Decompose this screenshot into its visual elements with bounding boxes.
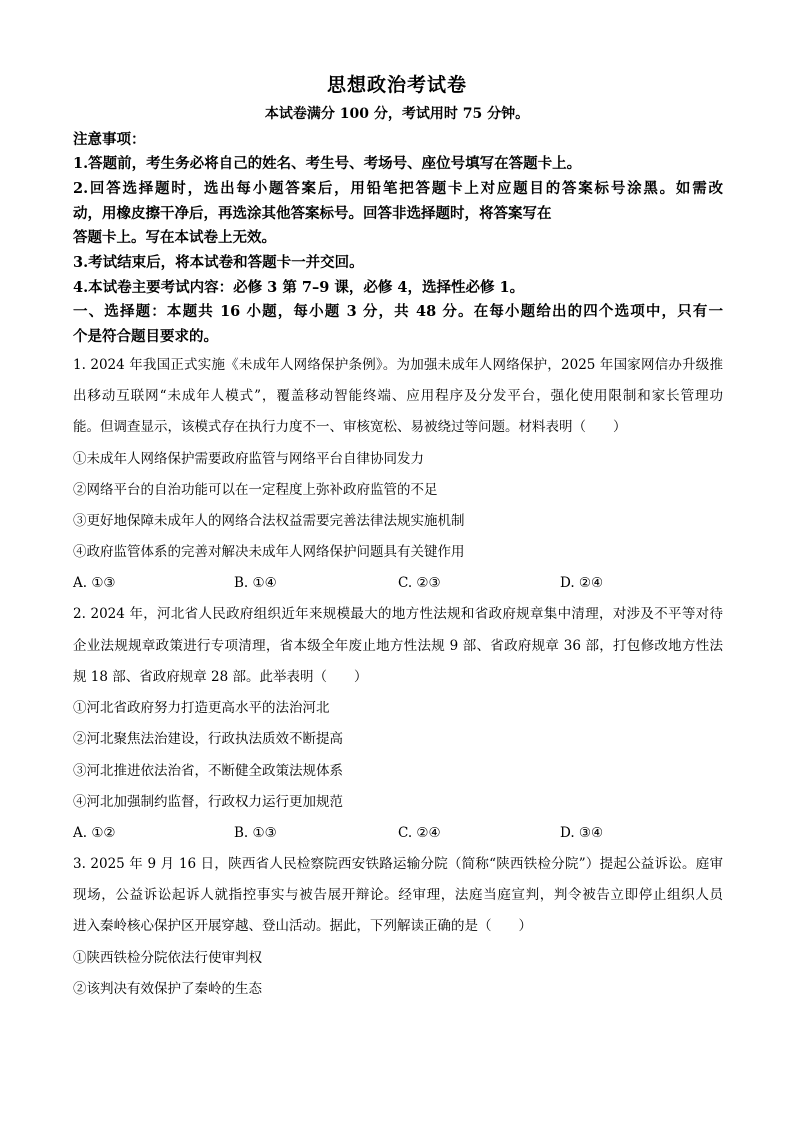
q1-stem-line-2: 出移动互联网“未成年人模式”，覆盖移动智能终端、应用程序及分发平台，强化使用限制和家长管理功 [73, 388, 723, 404]
q2-stem-line-3: 规 18 部、省政府规章 28 部。此举表明（ ） [73, 669, 368, 685]
q2-statement-4: ④河北加强制约监督，行政权力运行更加规范 [73, 794, 343, 810]
q2-option-c: C. ②④ [398, 825, 441, 841]
section-1-heading-line-2: 个是符合题目要求的。 [73, 328, 218, 345]
q2-option-b: B. ①③ [234, 825, 277, 841]
q2-option-d: D. ③④ [560, 825, 604, 841]
q3-stem-line-2: 现场，公益诉讼起诉人就指控事实与被告展开辩论。经审理，法庭当庭宣判，判令被告立即停止组织人员 [73, 887, 723, 903]
notice-item-2-line-1: 2.回答选择题时，选出每小题答案后，用铅笔把答题卡上对应题目的答案标号涂黑。如需改 [73, 180, 723, 197]
q1-stem-line-1: 1. 2024 年我国正式实施《未成年人网络保护条例》。为加强未成年人网络保护，2025 年国家网信办升级推 [73, 357, 723, 373]
q1-statement-2: ②网络平台的自治功能可以在一定程度上弥补政府监管的不足 [73, 482, 438, 498]
q1-option-b: B. ①④ [234, 575, 277, 591]
q2-statement-3: ③河北推进依法治省，不断健全政策法规体系 [73, 763, 343, 779]
notice-heading: 注意事项： [73, 131, 146, 148]
exam-title: 思想政治考试卷 [326, 74, 467, 96]
notice-item-4: 4.本试卷主要考试内容：必修 3 第 7–9 课，必修 4，选择性必修 1。 [73, 279, 525, 296]
q2-statement-1: ①河北省政府努力打造更高水平的法治河北 [73, 700, 330, 716]
q3-stem-line-1: 3. 2025 年 9 月 16 日，陕西省人民检察院西安铁路运输分院（简称“陕西铁检分院”）提起公益诉讼。庭审 [73, 856, 723, 872]
notice-item-2-line-2: 动，用橡皮擦干净后，再选涂其他答案标号。回答非选择题时，将答案写在 [73, 205, 552, 222]
q3-statement-1: ①陕西铁检分院依法行使审判权 [73, 950, 262, 966]
q2-option-a: A. ①② [73, 825, 116, 841]
q1-option-c: C. ②③ [398, 575, 441, 591]
q3-stem-line-3: 进入秦岭核心保护区开展穿越、登山活动。据此，下列解读正确的是（ ） [73, 918, 532, 934]
notice-item-1: 1.答题前，考生务必将自己的姓名、考生号、考场号、座位号填写在答题卡上。 [73, 155, 582, 172]
q1-statement-3: ③更好地保障未成年人的网络合法权益需要完善法律法规实施机制 [73, 513, 465, 529]
notice-item-2-line-3: 答题卡上。写在本试卷上无效。 [73, 229, 276, 246]
q1-statement-1: ①未成年人网络保护需要政府监管与网络平台自律协同发力 [73, 451, 424, 467]
q2-stem-line-1: 2. 2024 年，河北省人民政府组织近年来规模最大的地方性法规和省政府规章集中清理，对涉及不平等对待 [73, 606, 723, 622]
q1-stem-line-3: 能。但调查显示，该模式存在执行力度不一、审核宽松、易被绕过等问题。材料表明（ ） [73, 419, 627, 435]
q1-option-d: D. ②④ [560, 575, 604, 591]
q2-stem-line-2: 企业法规规章政策进行专项清理，省本级全年废止地方性法规 9 部、省政府规章 36 部，打包修改地方性法 [73, 638, 723, 654]
q2-statement-2: ②河北聚焦法治建设，行政执法质效不断提高 [73, 731, 343, 747]
q3-statement-2: ②该判决有效保护了秦岭的生态 [73, 981, 262, 997]
q1-option-a: A. ①③ [73, 575, 116, 591]
section-1-heading-line-1: 一、选择题：本题共 16 小题，每小题 3 分，共 48 分。在每小题给出的四个选项中，只有一 [73, 303, 723, 320]
notice-item-3: 3.考试结束后，将本试卷和答题卡一并交回。 [73, 254, 364, 271]
q1-statement-4: ④政府监管体系的完善对解决未成年人网络保护问题具有关键作用 [73, 544, 465, 560]
exam-subtitle: 本试卷满分 100 分，考试用时 75 分钟。 [264, 106, 530, 122]
